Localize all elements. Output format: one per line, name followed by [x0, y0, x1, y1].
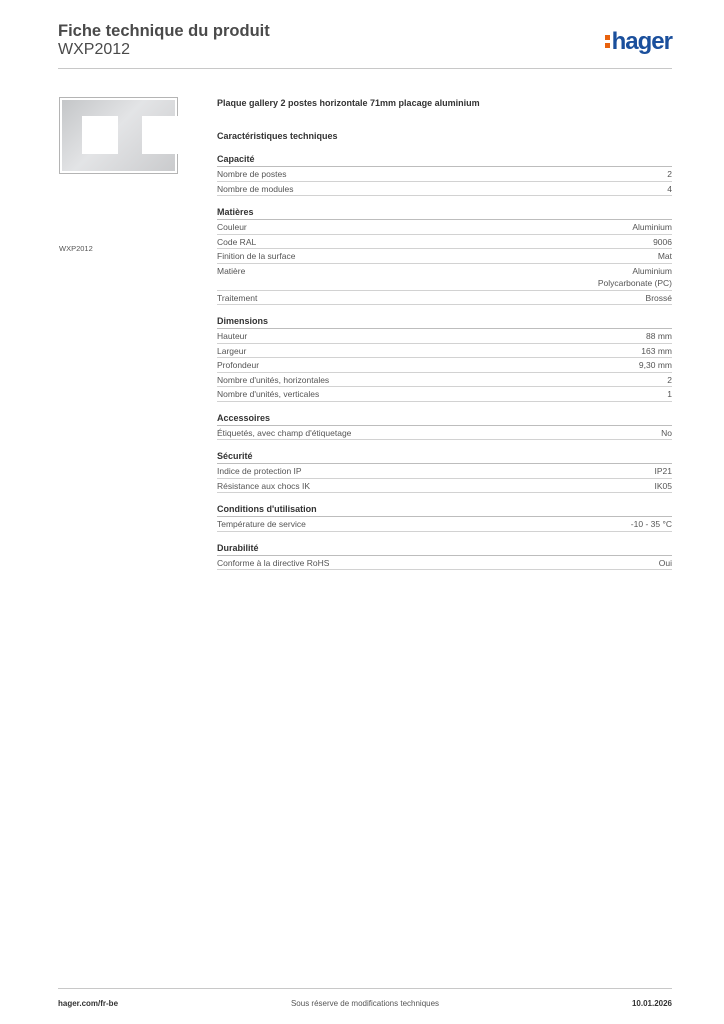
- spec-value: Mat: [657, 251, 672, 261]
- product-image: [59, 97, 178, 174]
- spec-value: Aluminium: [632, 222, 672, 232]
- spec-value: 163 mm: [641, 345, 672, 356]
- spec-row: [217, 235, 672, 250]
- spec-section: [217, 153, 672, 196]
- spec-row: [217, 220, 672, 235]
- spec-section: [217, 315, 672, 402]
- product-name: Plaque gallery 2 postes horizontale 71mm placage aluminium: [217, 98, 480, 108]
- spec-value: Oui: [658, 557, 672, 568]
- spec-row: [217, 479, 672, 494]
- image-caption: WXP2012: [59, 244, 93, 253]
- spec-value: 88 mm: [646, 331, 672, 341]
- plate-opening-left: [82, 116, 118, 154]
- spec-label: Hauteur: [217, 331, 248, 341]
- section-title: Sécurité: [217, 450, 672, 464]
- spec-value: 1: [667, 389, 672, 399]
- page-title: Fiche technique du produit: [58, 22, 270, 40]
- spec-value: Aluminium Polycarbonate (PC): [597, 265, 672, 288]
- spec-value: Brossé: [645, 292, 672, 303]
- spec-sections: [217, 153, 672, 570]
- footer-website-link[interactable]: hager.com/fr-be: [58, 999, 119, 1008]
- spec-row: [217, 358, 672, 373]
- spec-value: -10 - 35 °C: [630, 519, 672, 529]
- spec-section: [217, 412, 672, 441]
- spec-label: Matière: [217, 265, 246, 276]
- section-title: Matières: [217, 206, 672, 220]
- spec-label: Nombre de modules: [217, 183, 294, 194]
- footer-disclaimer: Sous réserve de modifications techniques: [290, 999, 440, 1008]
- characteristics-title: Caractéristiques techniques: [217, 131, 338, 141]
- spec-label: Largeur: [217, 345, 247, 356]
- spec-row: [217, 249, 672, 264]
- spec-label: Finition de la surface: [217, 251, 296, 261]
- spec-value: 4: [667, 183, 672, 194]
- section-title: Durabilité: [217, 542, 672, 556]
- spec-content: [217, 96, 672, 580]
- plate-opening-right: [142, 116, 178, 154]
- section-title: Dimensions: [217, 315, 672, 329]
- page-footer: [58, 988, 672, 1009]
- spec-label: Température de service: [217, 519, 306, 529]
- spec-row: [217, 264, 672, 291]
- spec-value: 9006: [653, 236, 672, 247]
- spec-row: [217, 182, 672, 197]
- product-reference: WXP2012: [58, 41, 131, 58]
- spec-label: Indice de protection IP: [217, 466, 302, 476]
- spec-label: Profondeur: [217, 360, 260, 370]
- spec-row: [217, 426, 672, 441]
- spec-label: Nombre d'unités, horizontales: [217, 374, 330, 385]
- spec-label: Nombre d'unités, verticales: [217, 389, 320, 399]
- logo-dots-icon: [605, 35, 610, 51]
- section-title: Capacité: [217, 153, 672, 167]
- spec-value: 2: [667, 374, 672, 385]
- spec-row: [217, 517, 672, 532]
- wall-plate-picture: [62, 100, 175, 171]
- section-title: Accessoires: [217, 412, 672, 426]
- spec-label: Nombre de postes: [217, 169, 287, 179]
- spec-row: [217, 344, 672, 359]
- spec-label: Traitement: [217, 292, 258, 303]
- spec-row: [217, 556, 672, 571]
- spec-label: Résistance aux chocs IK: [217, 480, 311, 491]
- spec-value: 2: [667, 169, 672, 179]
- spec-section: [217, 542, 672, 571]
- spec-section: [217, 503, 672, 532]
- spec-row: [217, 464, 672, 479]
- spec-value: No: [661, 427, 672, 438]
- spec-section: [217, 206, 672, 305]
- spec-label: Code RAL: [217, 236, 257, 247]
- spec-label: Conforme à la directive RoHS: [217, 557, 330, 568]
- spec-label: Couleur: [217, 222, 247, 232]
- footer-date: 10.01.2026: [631, 999, 672, 1008]
- spec-value: IP21: [654, 466, 672, 476]
- spec-section: [217, 450, 672, 493]
- spec-value: IK05: [654, 480, 672, 491]
- spec-row: [217, 167, 672, 182]
- hager-logo[interactable]: [605, 28, 672, 56]
- spec-row: [217, 291, 672, 306]
- logo-text: hager: [611, 28, 672, 55]
- spec-row: [217, 387, 672, 402]
- spec-label: Étiquetés, avec champ d'étiquetage: [217, 427, 352, 438]
- spec-value: 9,30 mm: [638, 360, 672, 370]
- section-title: Conditions d'utilisation: [217, 503, 672, 517]
- spec-row: [217, 329, 672, 344]
- page-header: [58, 22, 672, 69]
- spec-row: [217, 373, 672, 388]
